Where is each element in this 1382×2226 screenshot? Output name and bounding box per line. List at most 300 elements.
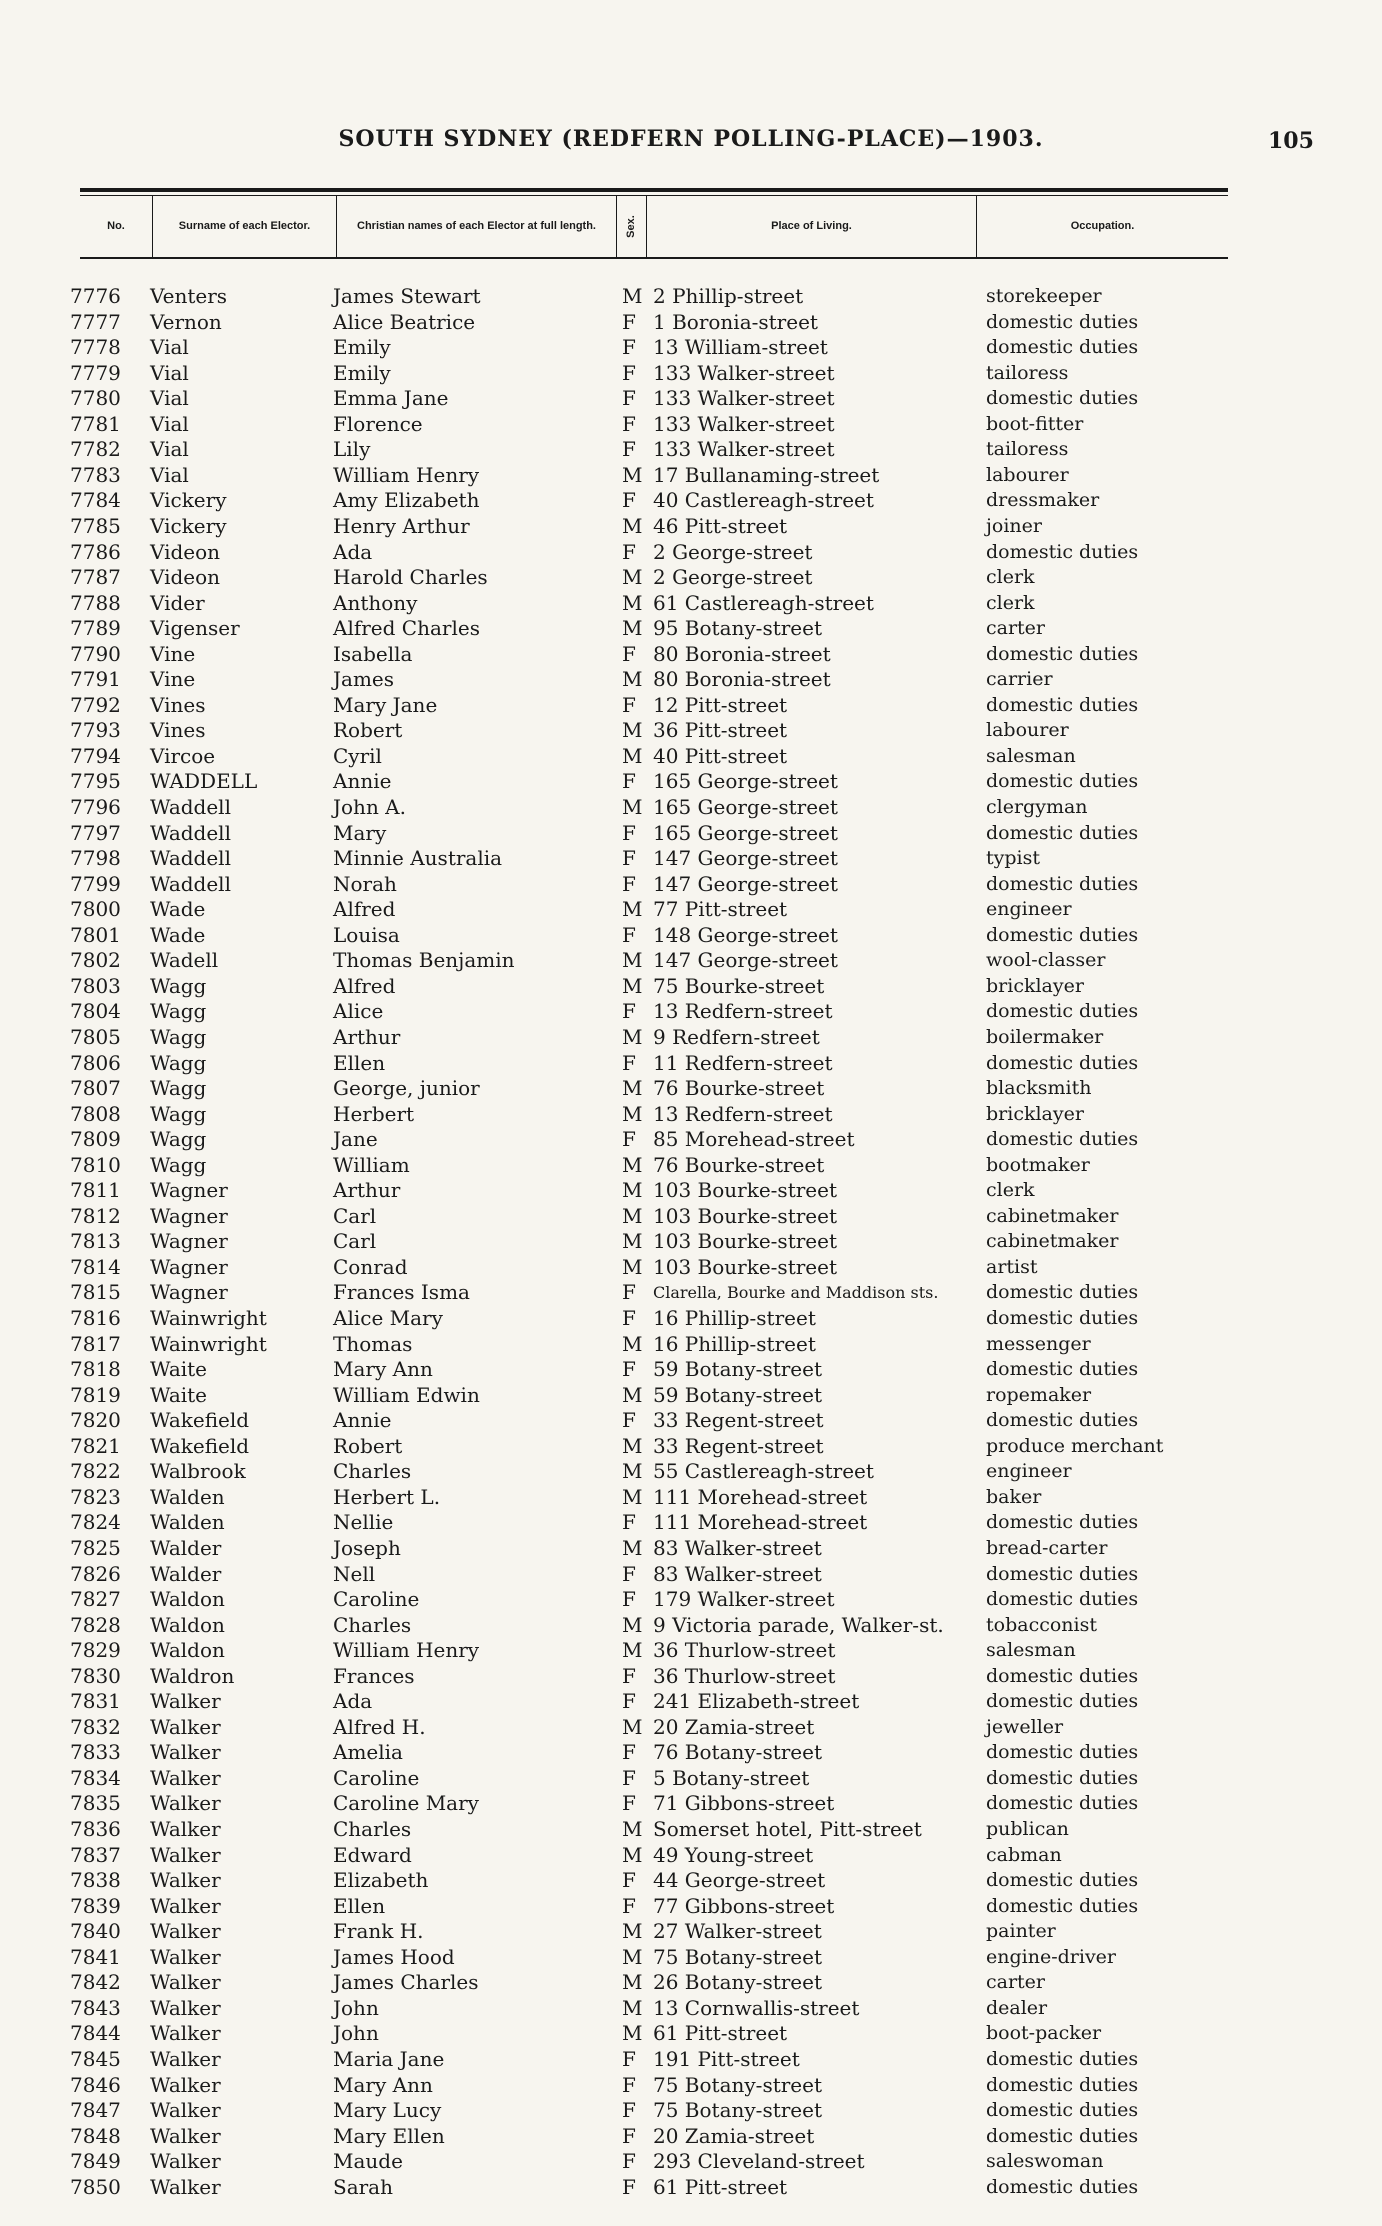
table-row [0, 1740, 1382, 1766]
elector-sex: M [622, 1024, 643, 1049]
elector-occupation: carter [986, 1971, 1046, 1994]
elector-surname: Walker [150, 1689, 221, 1714]
elector-sex: F [622, 1791, 636, 1816]
elector-occupation: cabinetmaker [986, 1230, 1119, 1253]
elector-sex: M [622, 513, 643, 538]
elector-place-of-living: 2 Phillip-street [653, 284, 804, 308]
elector-number: 7787 [70, 565, 121, 590]
elector-sex: M [622, 718, 643, 743]
elector-sex: F [622, 488, 636, 513]
table-row [0, 386, 1382, 412]
elector-sex: F [622, 2123, 636, 2148]
elector-number: 7793 [70, 718, 121, 743]
elector-sex: M [622, 1076, 643, 1101]
elector-occupation: cabman [986, 1843, 1062, 1866]
elector-occupation: publican [986, 1818, 1069, 1840]
table-row [0, 1638, 1382, 1664]
table-row [0, 1689, 1382, 1715]
elector-place-of-living: 11 Redfern-street [653, 1050, 833, 1075]
page-title: SOUTH SYDNEY (REDFERN POLLING-PLACE)—1903. [338, 126, 1044, 152]
elector-place-of-living: 103 Bourke-street [653, 1203, 837, 1228]
elector-sex: F [622, 1765, 636, 1790]
elector-occupation: domestic duties [986, 693, 1139, 716]
elector-place-of-living: 61 Castlereagh-street [653, 590, 874, 615]
elector-sex: M [622, 1484, 643, 1509]
elector-number: 7789 [70, 616, 121, 641]
elector-sex: F [622, 769, 636, 794]
elector-christian-names: Nellie [333, 1510, 394, 1535]
elector-christian-names: Carl [333, 1229, 377, 1254]
table-row [0, 1996, 1382, 2022]
table-row [0, 2175, 1382, 2201]
elector-number: 7836 [70, 1817, 121, 1841]
table-row [0, 2073, 1382, 2099]
elector-christian-names: Charles [333, 1612, 412, 1637]
table-row [0, 1306, 1382, 1332]
elector-surname: Walker [150, 1995, 221, 2020]
table-row [0, 1791, 1382, 1817]
elector-number: 7780 [70, 386, 121, 411]
elector-occupation: domestic duties [986, 1792, 1139, 1815]
elector-number: 7778 [70, 335, 121, 360]
elector-occupation: ropemaker [986, 1383, 1092, 1406]
elector-place-of-living: 9 Redfern-street [653, 1024, 820, 1049]
elector-surname: Wagner [150, 1203, 228, 1228]
elector-christian-names: Charles [333, 1459, 412, 1484]
elector-christian-names: Ellen [333, 1893, 386, 1918]
elector-occupation: domestic duties [986, 1562, 1139, 1585]
elector-number: 7798 [70, 846, 121, 871]
elector-number: 7799 [70, 871, 121, 896]
elector-occupation: clerk [986, 566, 1035, 589]
table-row [0, 1434, 1382, 1460]
elector-christian-names: Conrad [333, 1254, 408, 1279]
elector-christian-names: Anthony [333, 590, 418, 615]
elector-surname: Vickery [150, 513, 227, 538]
elector-sex: M [622, 284, 643, 308]
table-row [0, 1383, 1382, 1409]
elector-place-of-living: 147 George-street [653, 948, 838, 973]
elector-number: 7847 [70, 2098, 121, 2123]
elector-place-of-living: 241 Elizabeth-street [653, 1689, 860, 1714]
elector-surname: Waldon [150, 1587, 225, 1612]
elector-sex: M [622, 1944, 643, 1969]
elector-occupation: messenger [986, 1332, 1091, 1355]
elector-occupation: domestic duties [986, 1766, 1139, 1789]
elector-christian-names: Alice [333, 999, 384, 1024]
elector-number: 7810 [70, 1152, 121, 1177]
table-row [0, 591, 1382, 617]
elector-sex: M [622, 667, 643, 692]
elector-surname: Walker [150, 1919, 221, 1944]
elector-place-of-living: 103 Bourke-street [653, 1178, 837, 1203]
elector-place-of-living: 148 George-street [653, 922, 838, 947]
elector-place-of-living: 9 Victoria parade, Walker-st. [653, 1612, 944, 1637]
elector-christian-names: Amy Elizabeth [333, 488, 480, 513]
elector-sex: F [622, 1127, 636, 1152]
elector-sex: F [622, 1357, 636, 1382]
elector-surname: Wagg [150, 999, 207, 1024]
elector-place-of-living: 16 Phillip-street [653, 1306, 816, 1330]
table-row [0, 1536, 1382, 1562]
elector-number: 7812 [70, 1203, 121, 1228]
elector-sex: F [622, 1050, 636, 1075]
elector-occupation: labourer [986, 719, 1069, 742]
elector-occupation: saleswoman [986, 2150, 1104, 2173]
elector-number: 7846 [70, 2072, 121, 2097]
elector-surname: Videon [150, 539, 221, 564]
elector-number: 7809 [70, 1127, 121, 1152]
elector-sex: M [622, 1459, 643, 1484]
elector-surname: Wagner [150, 1229, 228, 1254]
elector-occupation: domestic duties [986, 540, 1139, 563]
elector-christian-names: Emily [333, 335, 391, 360]
column-header-place: Place of Living. [646, 196, 976, 257]
elector-christian-names: Norah [333, 871, 397, 896]
elector-occupation: boilermaker [986, 1025, 1104, 1048]
elector-christian-names: Alice Beatrice [333, 309, 476, 334]
table-row [0, 872, 1382, 898]
elector-christian-names: Amelia [333, 1740, 403, 1765]
elector-surname: WADDELL [150, 769, 258, 794]
elector-sex: F [622, 1408, 636, 1433]
table-row [0, 1715, 1382, 1741]
table-row [0, 1459, 1382, 1485]
elector-christian-names: Caroline [333, 1765, 420, 1790]
elector-occupation: artist [986, 1255, 1038, 1278]
elector-occupation: bricklayer [986, 1102, 1084, 1125]
elector-number: 7802 [70, 948, 121, 973]
elector-christian-names: James Stewart [333, 284, 481, 308]
table-row [0, 2149, 1382, 2175]
elector-sex: F [622, 2072, 636, 2097]
elector-number: 7808 [70, 1101, 121, 1126]
elector-christian-names: Thomas Benjamin [333, 948, 515, 973]
elector-number: 7839 [70, 1893, 121, 1918]
elector-occupation: carter [986, 617, 1046, 640]
table-row [0, 1153, 1382, 1179]
table-row [0, 1051, 1382, 1077]
elector-number: 7848 [70, 2123, 121, 2148]
elector-number: 7835 [70, 1791, 121, 1816]
elector-surname: Walker [150, 2098, 221, 2123]
table-row [0, 1204, 1382, 1230]
elector-sex: F [622, 846, 636, 871]
table-row [0, 693, 1382, 719]
elector-number: 7815 [70, 1280, 121, 1305]
elector-place-of-living: 36 Thurlow-street [653, 1638, 836, 1663]
elector-place-of-living: 12 Pitt-street [653, 692, 788, 717]
elector-sex: F [622, 2149, 636, 2174]
table-row [0, 1102, 1382, 1128]
header-rule-top [80, 188, 1228, 192]
elector-surname: Walden [150, 1510, 225, 1535]
table-row [0, 1894, 1382, 1920]
elector-sex: M [622, 1203, 643, 1228]
elector-occupation: storekeeper [986, 285, 1102, 307]
elector-surname: Walker [150, 2149, 221, 2174]
elector-christian-names: Elizabeth [333, 1868, 429, 1893]
elector-number: 7784 [70, 488, 121, 513]
elector-sex: M [622, 795, 643, 819]
elector-occupation: domestic duties [986, 1409, 1139, 1432]
table-row [0, 1613, 1382, 1639]
elector-place-of-living: 191 Pitt-street [653, 2046, 800, 2071]
table-row [0, 1076, 1382, 1102]
elector-sex: M [622, 1178, 643, 1203]
elector-surname: Waddell [150, 871, 231, 896]
table-row [0, 1127, 1382, 1153]
table-row [0, 412, 1382, 438]
elector-christian-names: Mary Ellen [333, 2123, 445, 2148]
elector-christian-names: Arthur [333, 1178, 401, 1203]
elector-surname: Walker [150, 2072, 221, 2097]
elector-christian-names: James [333, 667, 395, 692]
elector-place-of-living: 44 George-street [653, 1868, 826, 1893]
elector-sex: F [622, 411, 636, 436]
table-row [0, 1280, 1382, 1306]
elector-sex: F [622, 386, 636, 411]
elector-christian-names: Alfred [333, 897, 396, 922]
table-row [0, 1945, 1382, 1971]
page-number: 105 [1268, 128, 1314, 154]
elector-christian-names: Herbert L. [333, 1484, 441, 1509]
column-header-row [80, 196, 1228, 257]
elector-sex: M [622, 1817, 643, 1841]
elector-occupation: domestic duties [986, 1051, 1139, 1074]
elector-occupation: cabinetmaker [986, 1204, 1119, 1227]
elector-number: 7783 [70, 462, 121, 487]
table-row [0, 1587, 1382, 1613]
elector-christian-names: Annie [333, 1408, 392, 1433]
elector-christian-names: William Edwin [333, 1382, 480, 1407]
elector-christian-names: Ada [333, 539, 373, 564]
column-header-occupation: Occupation. [976, 196, 1228, 257]
elector-number: 7831 [70, 1689, 121, 1714]
elector-christian-names: Joseph [333, 1535, 401, 1560]
elector-sex: M [622, 1382, 643, 1407]
elector-occupation: engineer [986, 898, 1072, 921]
elector-surname: Walker [150, 1842, 221, 1867]
elector-number: 7794 [70, 743, 121, 768]
elector-number: 7801 [70, 922, 121, 947]
elector-number: 7845 [70, 2046, 121, 2071]
table-row [0, 2124, 1382, 2150]
elector-surname: Walker [150, 2174, 221, 2199]
elector-sex: M [622, 1919, 643, 1944]
elector-christian-names: Frank H. [333, 1919, 424, 1944]
elector-surname: Wagg [150, 1127, 207, 1152]
elector-surname: Wagner [150, 1178, 228, 1203]
elector-occupation: jeweller [986, 1715, 1064, 1738]
elector-christian-names: James Hood [333, 1944, 455, 1969]
elector-surname: Vine [150, 667, 196, 692]
elector-place-of-living: 80 Boronia-street [653, 641, 831, 666]
elector-christian-names: John [333, 1995, 379, 2020]
elector-surname: Vial [150, 360, 189, 385]
elector-christian-names: Frances [333, 1663, 415, 1688]
elector-place-of-living: 33 Regent-street [653, 1408, 824, 1433]
table-row [0, 437, 1382, 463]
elector-sex: M [622, 743, 643, 768]
elector-sex: F [622, 1587, 636, 1612]
table-row [0, 488, 1382, 514]
elector-occupation: dressmaker [986, 489, 1100, 512]
elector-number: 7840 [70, 1919, 121, 1944]
elector-christian-names: Nell [333, 1561, 376, 1586]
elector-surname: Waddell [150, 795, 231, 819]
elector-sex: F [622, 999, 636, 1024]
table-row [0, 1178, 1382, 1204]
elector-occupation: domestic duties [986, 1358, 1139, 1381]
elector-surname: Waddell [150, 846, 231, 871]
elector-surname: Vial [150, 437, 189, 462]
elector-place-of-living: 27 Walker-street [653, 1919, 822, 1944]
table-row [0, 718, 1382, 744]
elector-occupation: typist [986, 847, 1040, 870]
elector-number: 7796 [70, 795, 121, 819]
elector-occupation: wool-classer [986, 949, 1106, 972]
elector-number: 7833 [70, 1740, 121, 1765]
elector-number: 7816 [70, 1306, 121, 1330]
elector-christian-names: Alfred H. [333, 1714, 426, 1739]
elector-number: 7791 [70, 667, 121, 692]
elector-surname: Vines [150, 718, 206, 743]
column-header-sex: Sex. [616, 196, 646, 257]
elector-number: 7790 [70, 641, 121, 666]
elector-place-of-living: 71 Gibbons-street [653, 1791, 835, 1816]
elector-sex: F [622, 1510, 636, 1535]
elector-place-of-living: 26 Botany-street [653, 1970, 823, 1995]
column-header-christian: Christian names of each Elector at full length. [336, 196, 616, 257]
elector-place-of-living: 179 Walker-street [653, 1587, 835, 1612]
table-row [0, 667, 1382, 693]
elector-occupation: domestic duties [986, 1894, 1139, 1917]
elector-surname: Waddell [150, 820, 231, 845]
table-row [0, 1408, 1382, 1434]
elector-christian-names: Alfred [333, 973, 396, 998]
elector-number: 7781 [70, 411, 121, 436]
elector-occupation: domestic duties [986, 2124, 1139, 2147]
elector-surname: Wagg [150, 1152, 207, 1177]
elector-surname: Walker [150, 2021, 221, 2046]
elector-occupation: tailoress [986, 438, 1069, 461]
elector-sex: M [622, 1970, 643, 1995]
table-row [0, 1868, 1382, 1894]
elector-christian-names: Robert [333, 1433, 403, 1458]
table-row [0, 821, 1382, 847]
elector-surname: Wadell [150, 948, 219, 973]
elector-occupation: domestic duties [986, 923, 1139, 946]
table-row [0, 2098, 1382, 2124]
elector-sex: M [622, 1254, 643, 1279]
elector-sex: F [622, 2046, 636, 2071]
elector-sex: F [622, 1893, 636, 1918]
elector-christian-names: Herbert [333, 1101, 415, 1126]
elector-christian-names: Frances Isma [333, 1280, 470, 1305]
elector-occupation: domestic duties [986, 1869, 1139, 1892]
elector-occupation: domestic duties [986, 1588, 1139, 1611]
elector-place-of-living: 95 Botany-street [653, 616, 823, 641]
elector-surname: Walder [150, 1561, 222, 1586]
elector-sex: M [622, 1714, 643, 1739]
elector-place-of-living: 133 Walker-street [653, 360, 835, 385]
elector-surname: Wagg [150, 973, 207, 998]
elector-occupation: domestic duties [986, 1511, 1139, 1534]
elector-number: 7828 [70, 1612, 121, 1637]
header-rule-bottom [80, 257, 1228, 259]
elector-sex: M [622, 1433, 643, 1458]
elector-sex: M [622, 897, 643, 922]
elector-surname: Waite [150, 1357, 208, 1382]
elector-christian-names: Caroline [333, 1587, 420, 1612]
elector-occupation: domestic duties [986, 1664, 1139, 1687]
elector-number: 7843 [70, 1995, 121, 2020]
elector-occupation: domestic duties [986, 2099, 1139, 2122]
elector-surname: Vider [150, 590, 205, 615]
elector-christian-names: Ada [333, 1689, 373, 1714]
elector-sex: M [622, 948, 643, 973]
elector-surname: Waldon [150, 1612, 225, 1637]
elector-christian-names: Mary Ann [333, 2072, 433, 2097]
elector-place-of-living: 75 Bourke-street [653, 973, 825, 998]
elector-christian-names: Jane [333, 1127, 378, 1152]
elector-place-of-living: 20 Zamia-street [653, 1714, 815, 1739]
elector-place-of-living: 75 Botany-street [653, 2072, 823, 2097]
elector-number: 7824 [70, 1510, 121, 1535]
elector-christian-names: William Henry [333, 462, 480, 487]
elector-christian-names: Annie [333, 769, 392, 794]
elector-occupation: domestic duties [986, 642, 1139, 665]
elector-place-of-living: 111 Morehead-street [653, 1510, 868, 1535]
elector-sex: M [622, 616, 643, 641]
elector-place-of-living: 77 Pitt-street [653, 897, 788, 922]
elector-place-of-living: 103 Bourke-street [653, 1254, 837, 1279]
table-row [0, 1510, 1382, 1536]
elector-place-of-living: 49 Young-street [653, 1842, 814, 1867]
table-row [0, 897, 1382, 923]
elector-christian-names: Mary Ann [333, 1357, 433, 1382]
table-row [0, 2047, 1382, 2073]
column-header-surname: Surname of each Elector. [152, 196, 336, 257]
elector-place-of-living: 133 Walker-street [653, 437, 835, 462]
elector-occupation: domestic duties [986, 770, 1139, 793]
table-row [0, 1025, 1382, 1051]
table-row [0, 642, 1382, 668]
elector-place-of-living: 20 Zamia-street [653, 2123, 815, 2148]
elector-number: 7800 [70, 897, 121, 922]
elector-surname: Walden [150, 1484, 225, 1509]
elector-number: 7817 [70, 1331, 121, 1356]
elector-number: 7837 [70, 1842, 121, 1867]
elector-place-of-living: Clarella, Bourke and Maddison sts. [653, 1283, 939, 1303]
elector-place-of-living: 76 Bourke-street [653, 1076, 825, 1101]
elector-number: 7811 [70, 1178, 121, 1203]
elector-number: 7779 [70, 360, 121, 385]
elector-occupation: domestic duties [986, 1741, 1139, 1764]
elector-place-of-living: 61 Pitt-street [653, 2174, 788, 2199]
elector-place-of-living: 76 Botany-street [653, 1740, 823, 1765]
elector-surname: Walker [150, 2123, 221, 2148]
elector-christian-names: George, junior [333, 1076, 480, 1101]
table-row [0, 1817, 1382, 1843]
elector-sex: F [622, 1306, 636, 1330]
table-row [0, 284, 1382, 310]
elector-occupation: bricklayer [986, 974, 1084, 997]
elector-surname: Waldron [150, 1663, 235, 1688]
elector-surname: Wakefield [150, 1433, 250, 1458]
elector-number: 7826 [70, 1561, 121, 1586]
